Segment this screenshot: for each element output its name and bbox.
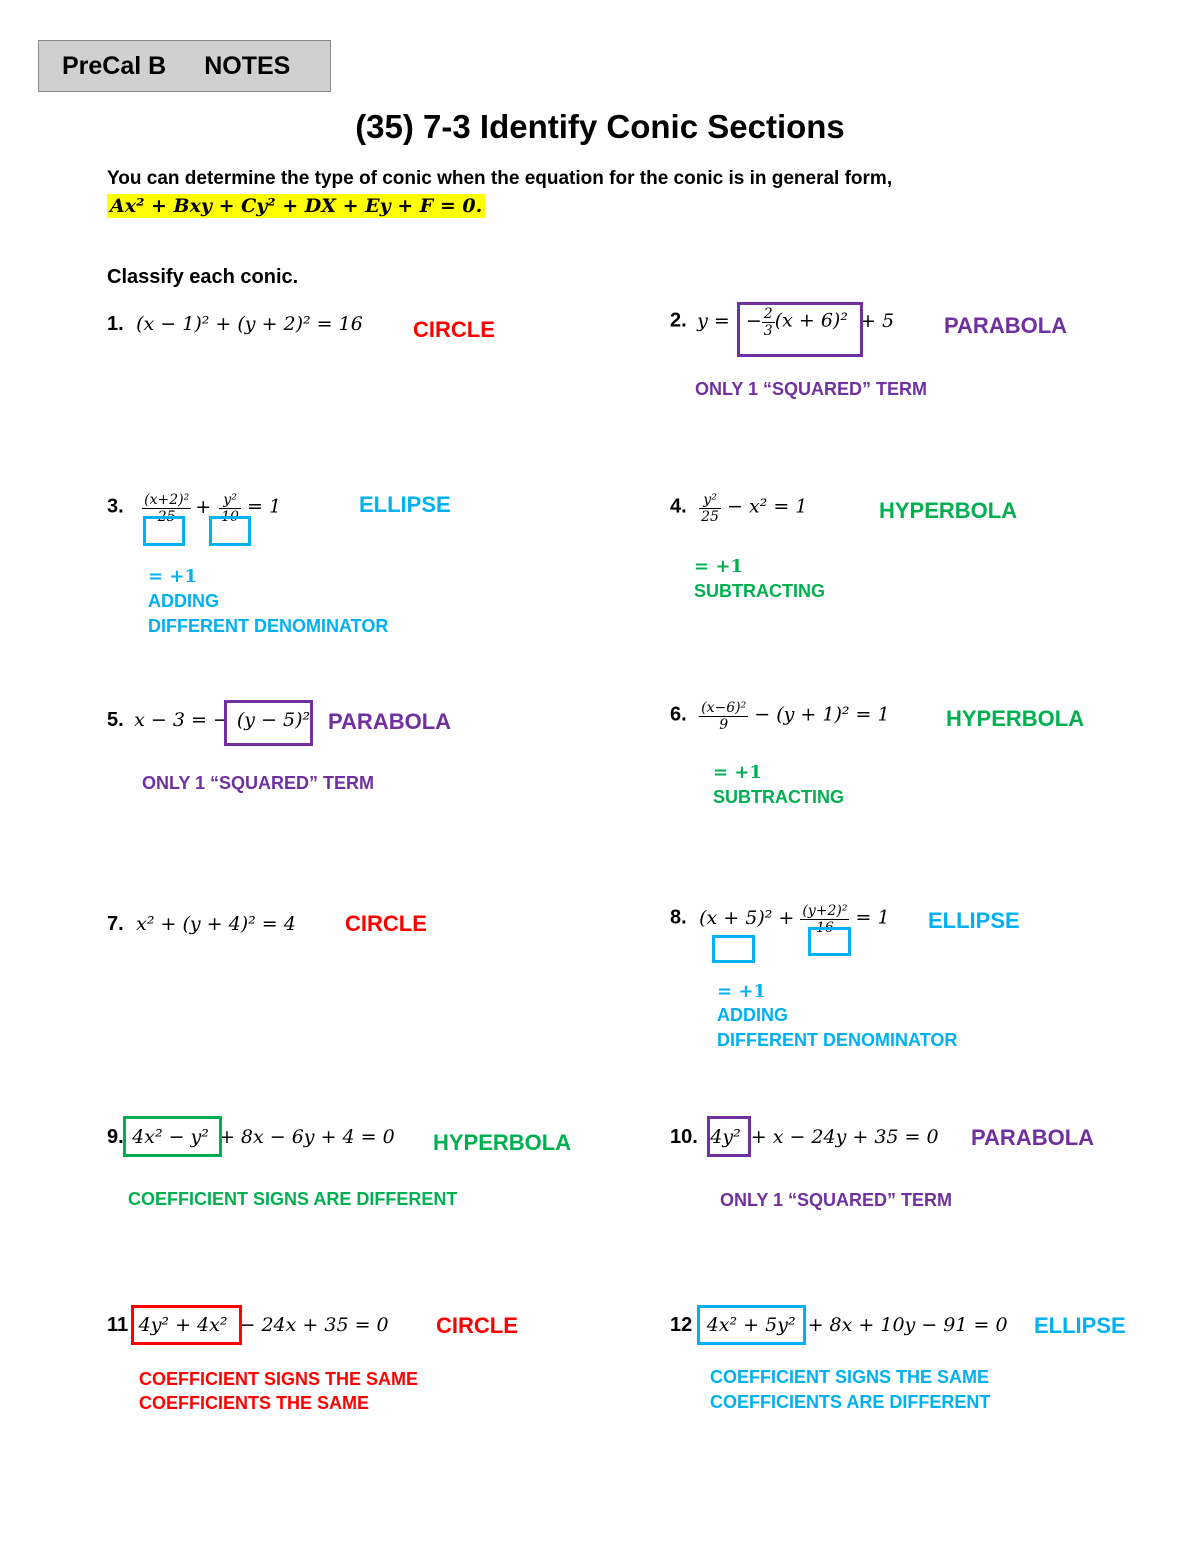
equation: (x − 1)² + (y + 2)² = 16 <box>136 313 363 335</box>
equation-part: + <box>195 495 212 518</box>
fraction-denominator: 10 <box>221 509 239 525</box>
page-title: (35) 7-3 Identify Conic Sections <box>355 108 845 145</box>
equation: x² + (y + 4)² = 4 <box>136 913 296 935</box>
answer-4: HYPERBOLA <box>879 498 1018 523</box>
problem-number: 6. <box>670 703 687 726</box>
note-12-1: COEFFICIENT SIGNS THE SAME <box>710 1367 990 1387</box>
intro-text: You can determine the type of conic when the equation for the conic is in general form, <box>107 168 893 189</box>
problem-number: 10. <box>670 1126 698 1148</box>
equation-part: − <box>745 309 762 332</box>
fraction-numerator: (x−6)² <box>701 700 747 716</box>
answer-10: PARABOLA <box>971 1125 1095 1150</box>
note-8-2: ADDING <box>717 1005 788 1025</box>
note-3-1: = +1 <box>148 566 197 587</box>
denominator-highlight-box <box>209 516 251 546</box>
problem-number: 9. <box>107 1126 124 1148</box>
equation-part: 4y² + 4x² <box>138 1314 228 1336</box>
problem-number: 3. <box>107 495 124 518</box>
squared-term-highlight-box <box>737 302 863 357</box>
course-label: PreCal B <box>62 52 167 80</box>
problem-number: 4. <box>670 495 687 518</box>
answer-7: CIRCLE <box>345 911 427 936</box>
note-3-3: DIFFERENT DENOMINATOR <box>148 616 389 636</box>
problem-number: 11 <box>107 1314 129 1336</box>
notes-label: NOTES <box>204 52 291 80</box>
note-8-1: = +1 <box>717 981 766 1002</box>
equation-part: x − 3 = − <box>134 709 229 731</box>
problem-number: 5. <box>107 709 124 731</box>
answer-6: HYPERBOLA <box>946 706 1085 731</box>
answer-11: CIRCLE <box>436 1313 518 1338</box>
squared-term-highlight-box <box>224 700 313 746</box>
equation-part: (y − 5)² <box>236 709 311 731</box>
fraction-denominator: 3 <box>763 323 773 339</box>
fraction-denominator: 25 <box>157 509 176 525</box>
problem-4 <box>670 492 807 525</box>
answer-3: ELLIPSE <box>359 492 451 517</box>
equation-part: (x + 5)² + <box>699 906 801 929</box>
note-6-2: SUBTRACTING <box>713 787 844 807</box>
fraction-numerator: (y+2)² <box>802 903 848 919</box>
answer-12: ELLIPSE <box>1034 1313 1126 1338</box>
course-header-box <box>38 40 331 92</box>
fraction-numerator: 2 <box>763 306 773 322</box>
denominator-highlight-box <box>808 927 851 956</box>
fraction <box>699 700 748 733</box>
equation-part: + 8x + 10y − 91 = 0 <box>801 1314 1008 1336</box>
problem-number: 2. <box>670 309 687 332</box>
squared-terms-highlight-box <box>697 1305 806 1345</box>
problem-1 <box>107 313 363 336</box>
equation-part: + 5 <box>853 309 895 332</box>
equation-part: + x − 24y + 35 = 0 <box>744 1126 939 1148</box>
note-3-2: ADDING <box>148 591 219 611</box>
note-10-1: ONLY 1 “SQUARED” TERM <box>720 1190 953 1210</box>
problem-number: 12 <box>670 1314 693 1336</box>
note-2-1: ONLY 1 “SQUARED” TERM <box>695 379 928 399</box>
equation-part: = 1 <box>240 495 282 518</box>
problem-number: 1. <box>107 313 124 335</box>
note-4-2: SUBTRACTING <box>694 581 825 601</box>
equation-part: − (y + 1)² = 1 <box>748 703 890 726</box>
answer-2: PARABOLA <box>944 313 1068 338</box>
note-8-3: DIFFERENT DENOMINATOR <box>717 1030 958 1050</box>
classify-prompt: Classify each conic. <box>107 266 299 288</box>
problem-number: 7. <box>107 913 124 935</box>
answer-8: ELLIPSE <box>928 908 1020 933</box>
note-4-1: = +1 <box>694 556 743 577</box>
fraction-denominator: 9 <box>719 717 729 733</box>
note-5-1: ONLY 1 “SQUARED” TERM <box>142 773 375 793</box>
general-form-line <box>107 195 485 217</box>
fraction-numerator: y² <box>219 492 241 509</box>
answer-1: CIRCLE <box>413 317 495 342</box>
answer-9: HYPERBOLA <box>433 1130 572 1155</box>
squared-terms-highlight-box <box>123 1116 222 1157</box>
answer-5: PARABOLA <box>328 709 452 734</box>
fraction <box>699 492 721 525</box>
note-11-1: COEFFICIENT SIGNS THE SAME <box>139 1369 419 1389</box>
note-12-2: COEFFICIENTS ARE DIFFERENT <box>710 1392 991 1412</box>
note-6-1: = +1 <box>713 762 762 783</box>
equation-part: 4x² − y² <box>132 1126 209 1148</box>
problem-number: 8. <box>670 906 687 929</box>
problem-3 <box>107 492 281 525</box>
equation-part: − 24x + 35 = 0 <box>233 1314 389 1336</box>
note-11-2: COEFFICIENTS THE SAME <box>139 1393 370 1413</box>
equation-part: y = <box>697 309 736 332</box>
fraction-denominator: 16 <box>816 920 834 936</box>
general-form-equation: Ax² + Bxy + Cy² + DX + Ey + F = 0. <box>107 194 485 218</box>
equation-part: − x² = 1 <box>720 495 808 518</box>
denominator-highlight-box <box>712 935 755 963</box>
equation-part: + 8x − 6y + 4 = 0 <box>212 1126 395 1148</box>
equation-part: 4y² <box>710 1126 741 1148</box>
equation-part: 4x² + 5y² <box>706 1314 796 1336</box>
squared-term-highlight-box <box>707 1116 751 1157</box>
problem-6 <box>670 700 890 733</box>
note-9-1: COEFFICIENT SIGNS ARE DIFFERENT <box>128 1189 458 1209</box>
fraction-numerator: (x+2)² <box>144 492 190 508</box>
denominator-highlight-box <box>143 516 185 546</box>
fraction-denominator: 25 <box>701 509 719 525</box>
equation-part: = 1 <box>849 906 890 929</box>
fraction-numerator: y² <box>699 492 721 509</box>
problem-7 <box>107 913 296 936</box>
problem-8 <box>670 903 890 936</box>
equation-part: (x + 6)² <box>774 309 848 332</box>
squared-terms-highlight-box <box>131 1305 242 1345</box>
